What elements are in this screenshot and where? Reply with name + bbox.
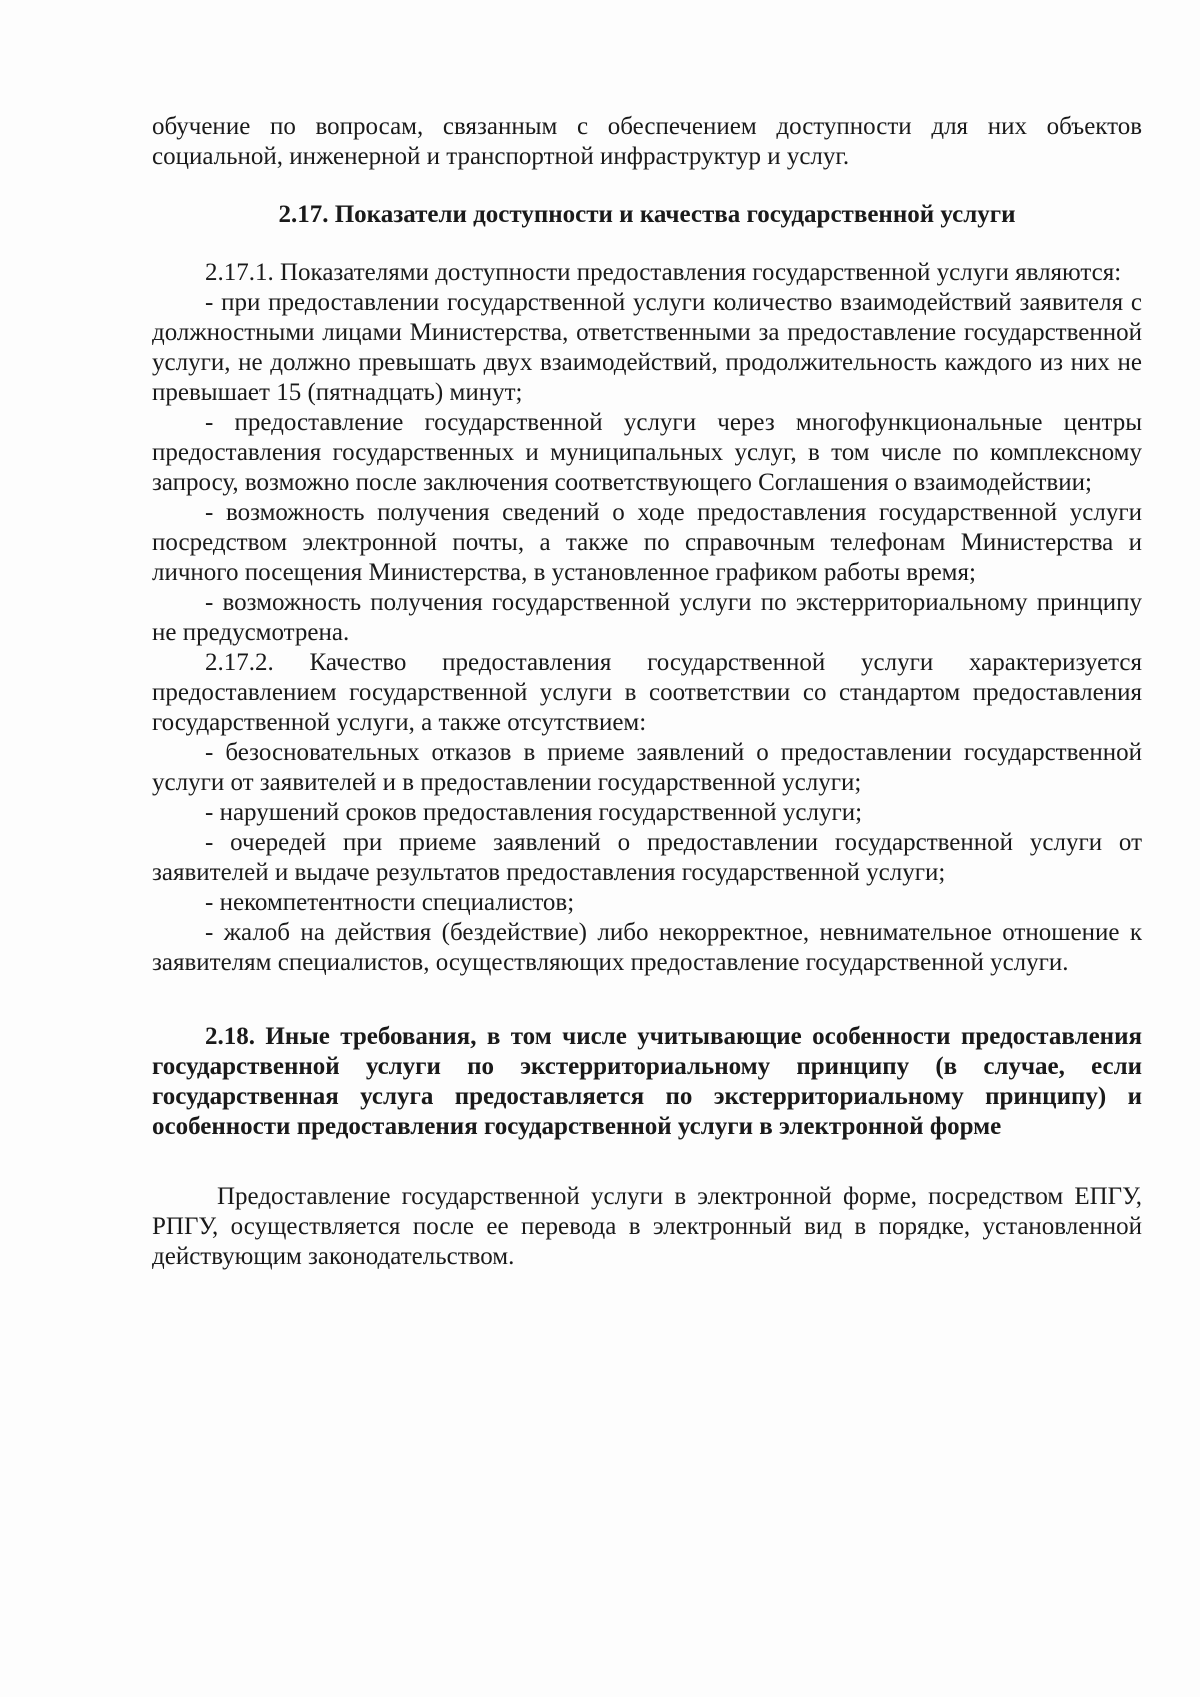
section-2-18-heading: 2.18. Иные требования, в том числе учитывающие особенности предоставления государственной услуги по экстерриториальному принципу (в случае, если государственная услуга предоставляется по экстерриториальному принципу) и особенности предоставления государственной услуги в электронной форме: [152, 1023, 1142, 1140]
document-body: [152, 112, 1142, 1272]
quality-item: - некомпетентности специалистов;: [205, 889, 575, 916]
section-2-17-heading: 2.17. Показатели доступности и качества государственной услуги: [278, 201, 1016, 228]
availability-item: - возможность получения государственной услуги по экстерриториальному принципу не предусмотрена.: [152, 589, 1142, 646]
quality-item: - жалоб на действия (бездействие) либо некорректное, невнимательное отношение к заявителям специалистов, осуществляющих предоставление государственной услуги.: [152, 919, 1142, 976]
availability-item: - предоставление государственной услуги через многофункциональные центры предоставления государственных и муниципальных услуг, в том числе по комплексному запросу, возможно после заключения соответствующего Соглашения о взаимодействии;: [152, 409, 1142, 496]
intro-paragraph: обучение по вопросам, связанным с обеспечением доступности для них объектов социальной, инженерной и транспортной инфраструктур и услуг.: [152, 113, 1142, 170]
paragraph-2-17-1: 2.17.1. Показателями доступности предоставления государственной услуги являются:: [205, 259, 1122, 286]
paragraph-2-18: Предоставление государственной услуги в электронной форме, посредством ЕПГУ, РПГУ, осуществляется после ее перевода в электронный вид в порядке, установленной действующим законодательством.: [152, 1183, 1142, 1270]
paragraph-2-17-2: 2.17.2. Качество предоставления государственной услуги характеризуется предоставлением государственной услуги в соответствии со стандартом предоставления государственной услуги, а также отсутствием:: [152, 649, 1142, 736]
availability-item: - возможность получения сведений о ходе предоставления государственной услуги посредством электронной почты, а также по справочным телефонам Министерства и личного посещения Министерства, в установленное графиком работы время;: [152, 499, 1142, 586]
quality-item: - очередей при приеме заявлений о предоставлении государственной услуги от заявителей и выдаче результатов предоставления государственной услуги;: [152, 829, 1142, 886]
quality-item: - безосновательных отказов в приеме заявлений о предоставлении государственной услуги от заявителей и в предоставлении государственной услуги;: [152, 739, 1142, 796]
availability-item: - при предоставлении государственной услуги количество взаимодействий заявителя с должностными лицами Министерства, ответственными за предоставление государственной услуги, не должно превышать двух взаимодействий, продолжительность каждого из них не превышает 15 (пятнадцать) минут;: [152, 289, 1142, 406]
quality-item: - нарушений сроков предоставления государственной услуги;: [205, 799, 863, 826]
